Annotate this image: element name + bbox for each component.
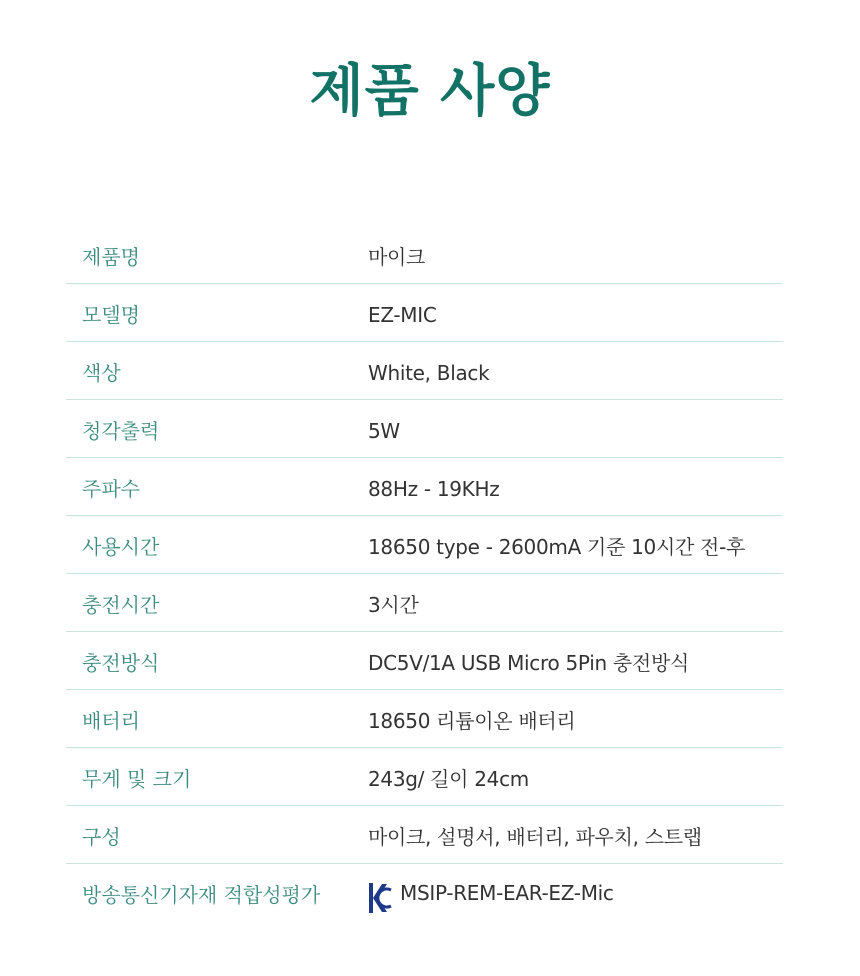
spec-row-product-name: [66, 226, 783, 284]
spec-label: 주파수: [82, 477, 140, 501]
spec-value: White, Black: [368, 361, 490, 385]
spec-label: 구성: [82, 825, 121, 849]
spec-value: 243g/ 길이 24cm: [368, 767, 529, 791]
spec-value: 18650 리튬이온 배터리: [368, 709, 576, 733]
spec-row-output: [66, 400, 783, 458]
spec-value: 5W: [368, 419, 400, 443]
spec-value: 마이크: [368, 245, 426, 269]
spec-label: 청각출력: [82, 419, 160, 443]
spec-row-frequency: [66, 458, 783, 516]
kc-certification-icon: [368, 877, 392, 911]
spec-label: 제품명: [82, 245, 140, 269]
certification-number: MSIP-REM-EAR-EZ-Mic: [400, 881, 614, 905]
spec-row-model-name: [66, 284, 783, 342]
spec-row-weight-size: [66, 748, 783, 806]
spec-label: 충전방식: [82, 651, 160, 675]
spec-value: 88Hz - 19KHz: [368, 477, 500, 501]
spec-label: 색상: [82, 361, 121, 385]
spec-row-color: [66, 342, 783, 400]
spec-row-charge-method: [66, 632, 783, 690]
spec-value: DC5V/1A USB Micro 5Pin 충전방식: [368, 651, 689, 675]
spec-label: 방송통신기자재 적합성평가: [82, 883, 321, 907]
certification-value: [368, 864, 614, 922]
spec-row-charge-time: [66, 574, 783, 632]
spec-label: 배터리: [82, 709, 140, 733]
spec-label: 충전시간: [82, 593, 160, 617]
spec-row-usage-time: [66, 516, 783, 574]
spec-row-components: [66, 806, 783, 864]
page-title: 제품 사양: [309, 59, 551, 124]
spec-table: [66, 226, 783, 922]
spec-value: 3시간: [368, 593, 419, 617]
spec-label: 모델명: [82, 303, 140, 327]
spec-row-certification: [66, 864, 783, 922]
spec-value: 마이크, 설명서, 배터리, 파우치, 스트랩: [368, 825, 702, 849]
spec-value: 18650 type - 2600mA 기준 10시간 전-후: [368, 535, 746, 559]
spec-value: EZ-MIC: [368, 303, 437, 327]
spec-row-battery: [66, 690, 783, 748]
spec-label: 무게 및 크기: [82, 767, 192, 791]
spec-label: 사용시간: [82, 535, 160, 559]
